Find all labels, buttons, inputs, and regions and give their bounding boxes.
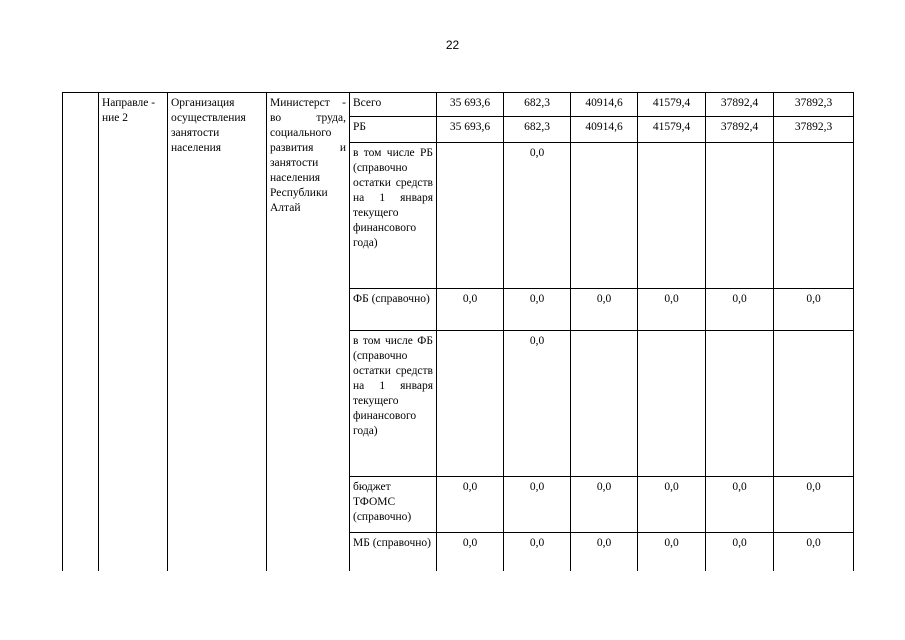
value-cell: 0,0 — [706, 289, 774, 331]
value-cell: 0,0 — [571, 477, 638, 533]
value-cell: 0,0 — [504, 477, 571, 533]
value-cell: 0,0 — [774, 533, 854, 577]
value-cell: 0,0 — [504, 533, 571, 577]
value-cell — [774, 143, 854, 289]
value-cell: 0,0 — [774, 289, 854, 331]
value-cell — [706, 331, 774, 477]
value-cell — [638, 331, 706, 477]
value-cell: 40914,6 — [571, 117, 638, 143]
value-cell: 0,0 — [638, 477, 706, 533]
funding-source-cell: в том числе РБ (справочно остатки средств на 1 января текущего финансового года) — [350, 143, 437, 289]
value-cell: 0,0 — [504, 331, 571, 477]
value-cell — [638, 143, 706, 289]
value-cell: 0,0 — [706, 477, 774, 533]
page-cut-area — [62, 571, 854, 640]
value-cell: 41579,4 — [638, 117, 706, 143]
value-cell: 37892,4 — [706, 93, 774, 117]
funding-source-cell: ФБ (справочно) — [350, 289, 437, 331]
value-cell: 0,0 — [638, 289, 706, 331]
value-cell: 40914,6 — [571, 93, 638, 117]
value-cell: 0,0 — [504, 289, 571, 331]
value-cell: 682,3 — [504, 93, 571, 117]
funding-source-cell: Всего — [350, 93, 437, 117]
value-cell: 35 693,6 — [437, 93, 504, 117]
value-cell — [706, 143, 774, 289]
value-cell — [571, 143, 638, 289]
direction-cell: Направле - ние 2 — [99, 93, 168, 577]
funding-table — [62, 92, 854, 577]
executor-cell: Министерст - во труда, социального развития и занятости населения Республики Алтай — [267, 93, 350, 577]
value-cell: 0,0 — [571, 533, 638, 577]
activity-cell: Организация осуществления занятости населения — [168, 93, 267, 577]
table-row — [63, 93, 854, 117]
value-cell: 0,0 — [774, 477, 854, 533]
value-cell — [571, 331, 638, 477]
value-cell: 37892,4 — [706, 117, 774, 143]
value-cell: 682,3 — [504, 117, 571, 143]
value-cell: 41579,4 — [638, 93, 706, 117]
value-cell: 0,0 — [638, 533, 706, 577]
value-cell — [437, 143, 504, 289]
value-cell: 0,0 — [571, 289, 638, 331]
value-cell: 35 693,6 — [437, 117, 504, 143]
funding-source-cell: в том числе ФБ (справочно остатки средств на 1 января текущего финансового года) — [350, 331, 437, 477]
value-cell: 0,0 — [437, 289, 504, 331]
row-number-cell — [63, 93, 99, 577]
value-cell — [774, 331, 854, 477]
value-cell: 0,0 — [706, 533, 774, 577]
page-number: 22 — [445, 38, 460, 52]
value-cell: 37892,3 — [774, 117, 854, 143]
funding-source-cell: МБ (справочно) — [350, 533, 437, 577]
value-cell: 0,0 — [437, 533, 504, 577]
value-cell: 0,0 — [504, 143, 571, 289]
value-cell: 0,0 — [437, 477, 504, 533]
funding-source-cell: РБ — [350, 117, 437, 143]
value-cell — [437, 331, 504, 477]
funding-source-cell: бюджет ТФОМС (справочно) — [350, 477, 437, 533]
value-cell: 37892,3 — [774, 93, 854, 117]
